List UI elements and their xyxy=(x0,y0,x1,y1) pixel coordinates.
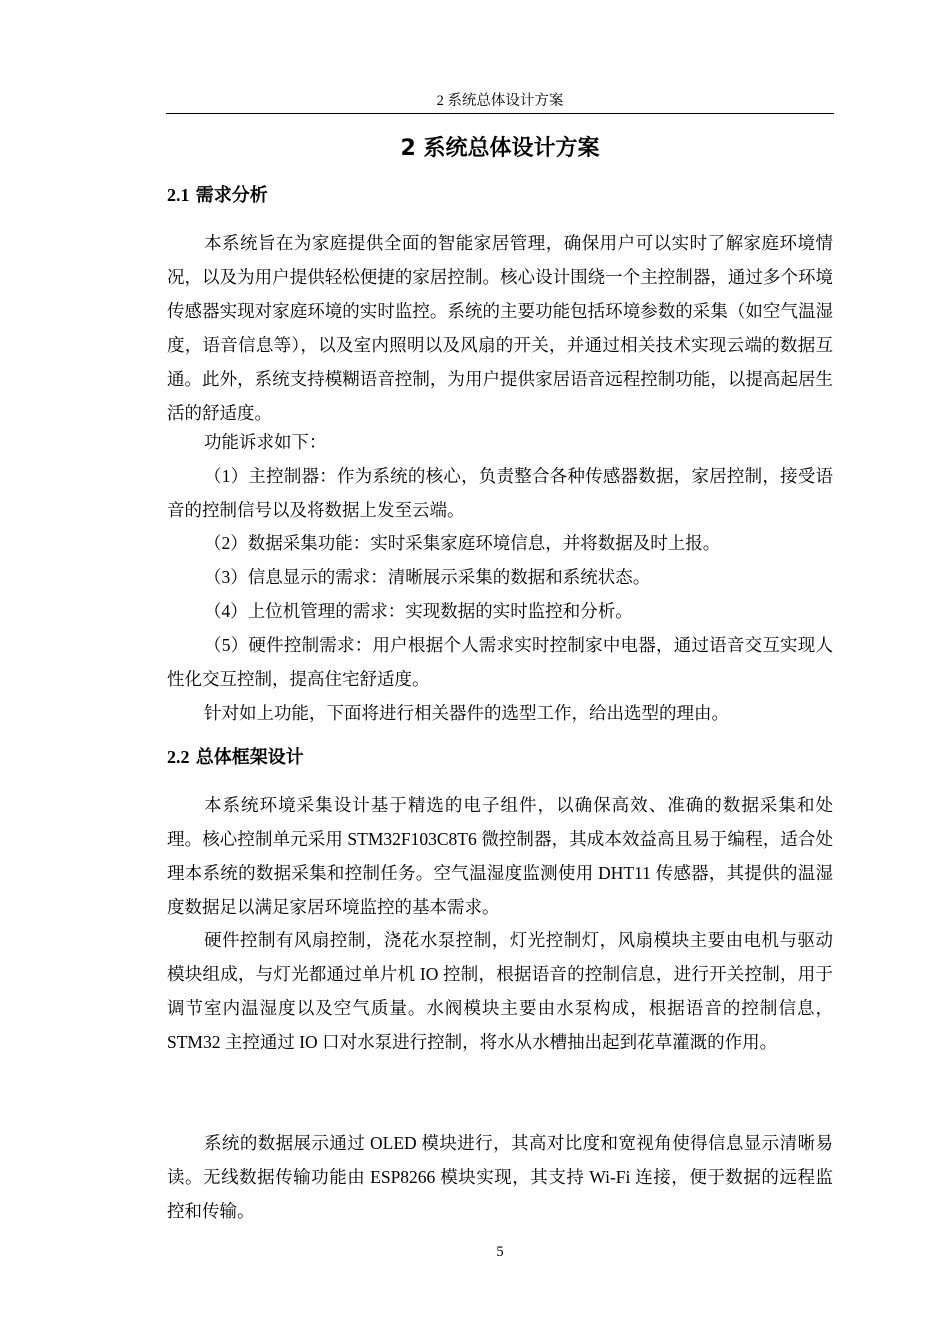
section-heading-2-2 xyxy=(167,744,833,771)
page-number: 5 xyxy=(496,1244,504,1260)
section-number: 2.2 xyxy=(167,747,190,767)
paragraph: 本系统旨在为家庭提供全面的智能家居管理，确保用户可以实时了解家庭环境情况，以及为用户提供轻松便捷的家居控制。核心设计围绕一个主控制器，通过多个环境传感器实现对家庭环境的实时监控。系统的主要功能包括环境参数的采集（如空气温湿度，语音信息等），以及室内照明以及风扇的开关，并通过相关技术实现云端的数据互通。此外，系统支持模糊语音控制，为用户提供家居语音远程控制功能，以提高起居生活的舒适度。 xyxy=(167,233,833,423)
section-heading-2-1 xyxy=(167,182,833,209)
paragraph: 系统的数据展示通过 OLED 模块进行，其高对比度和宽视角使得信息显示清晰易读。无线数据传输功能由 ESP8266 模块实现，其支持 Wi-Fi 连接，便于数据的远程监控和传输。 xyxy=(167,1133,833,1221)
section-title: 总体框架设计 xyxy=(195,747,304,768)
header-divider xyxy=(166,113,834,114)
running-header: 2 系统总体设计方案 xyxy=(436,93,564,109)
section-number: 2.1 xyxy=(167,185,190,205)
list-item: （5）硬件控制需求：用户根据个人需求实时控制家中电器，通过语音交互实现人性化交互控制，提高住宅舒适度。 xyxy=(167,635,833,689)
paragraph: 功能诉求如下： xyxy=(204,432,327,452)
section-title: 需求分析 xyxy=(195,185,268,206)
paragraph: 针对如上功能，下面将进行相关器件的选型工作，给出选型的理由。 xyxy=(204,703,729,723)
paragraph: 本系统环境采集设计基于精选的电子组件，以确保高效、准确的数据采集和处理。核心控制单元采用 STM32F103C8T6 微控制器，其成本效益高且易于编程，适合处理本系统的数据采集和控制任务。空气温湿度监测使用 DHT11 传感器，其提供的温湿度数据足以满足家居环境监控的基本需求。 xyxy=(167,795,833,917)
paragraph: 硬件控制有风扇控制，浇花水泵控制，灯光控制灯，风扇模块主要由电机与驱动模块组成，与灯光都通过单片机 IO 控制，根据语音的控制信息，进行开关控制，用于调节室内温湿度以及空气质量。水阀模块主要由水泵构成，根据语音的控制信息，STM32 主控通过 IO 口对水泵进行控制，将水从水槽抽出起到花草灌溉的作用。 xyxy=(167,930,833,1052)
list-item: （4）上位机管理的需求：实现数据的实时监控和分析。 xyxy=(204,601,633,621)
chapter-title: 2 系统总体设计方案 xyxy=(400,136,600,161)
list-item: （1）主控制器：作为系统的核心，负责整合各种传感器数据，家居控制，接受语音的控制信号以及将数据上发至云端。 xyxy=(167,466,833,520)
list-item: （2）数据采集功能：实时采集家庭环境信息，并将数据及时上报。 xyxy=(204,533,721,553)
list-item: （3）信息显示的需求：清晰展示采集的数据和系统状态。 xyxy=(204,567,651,587)
